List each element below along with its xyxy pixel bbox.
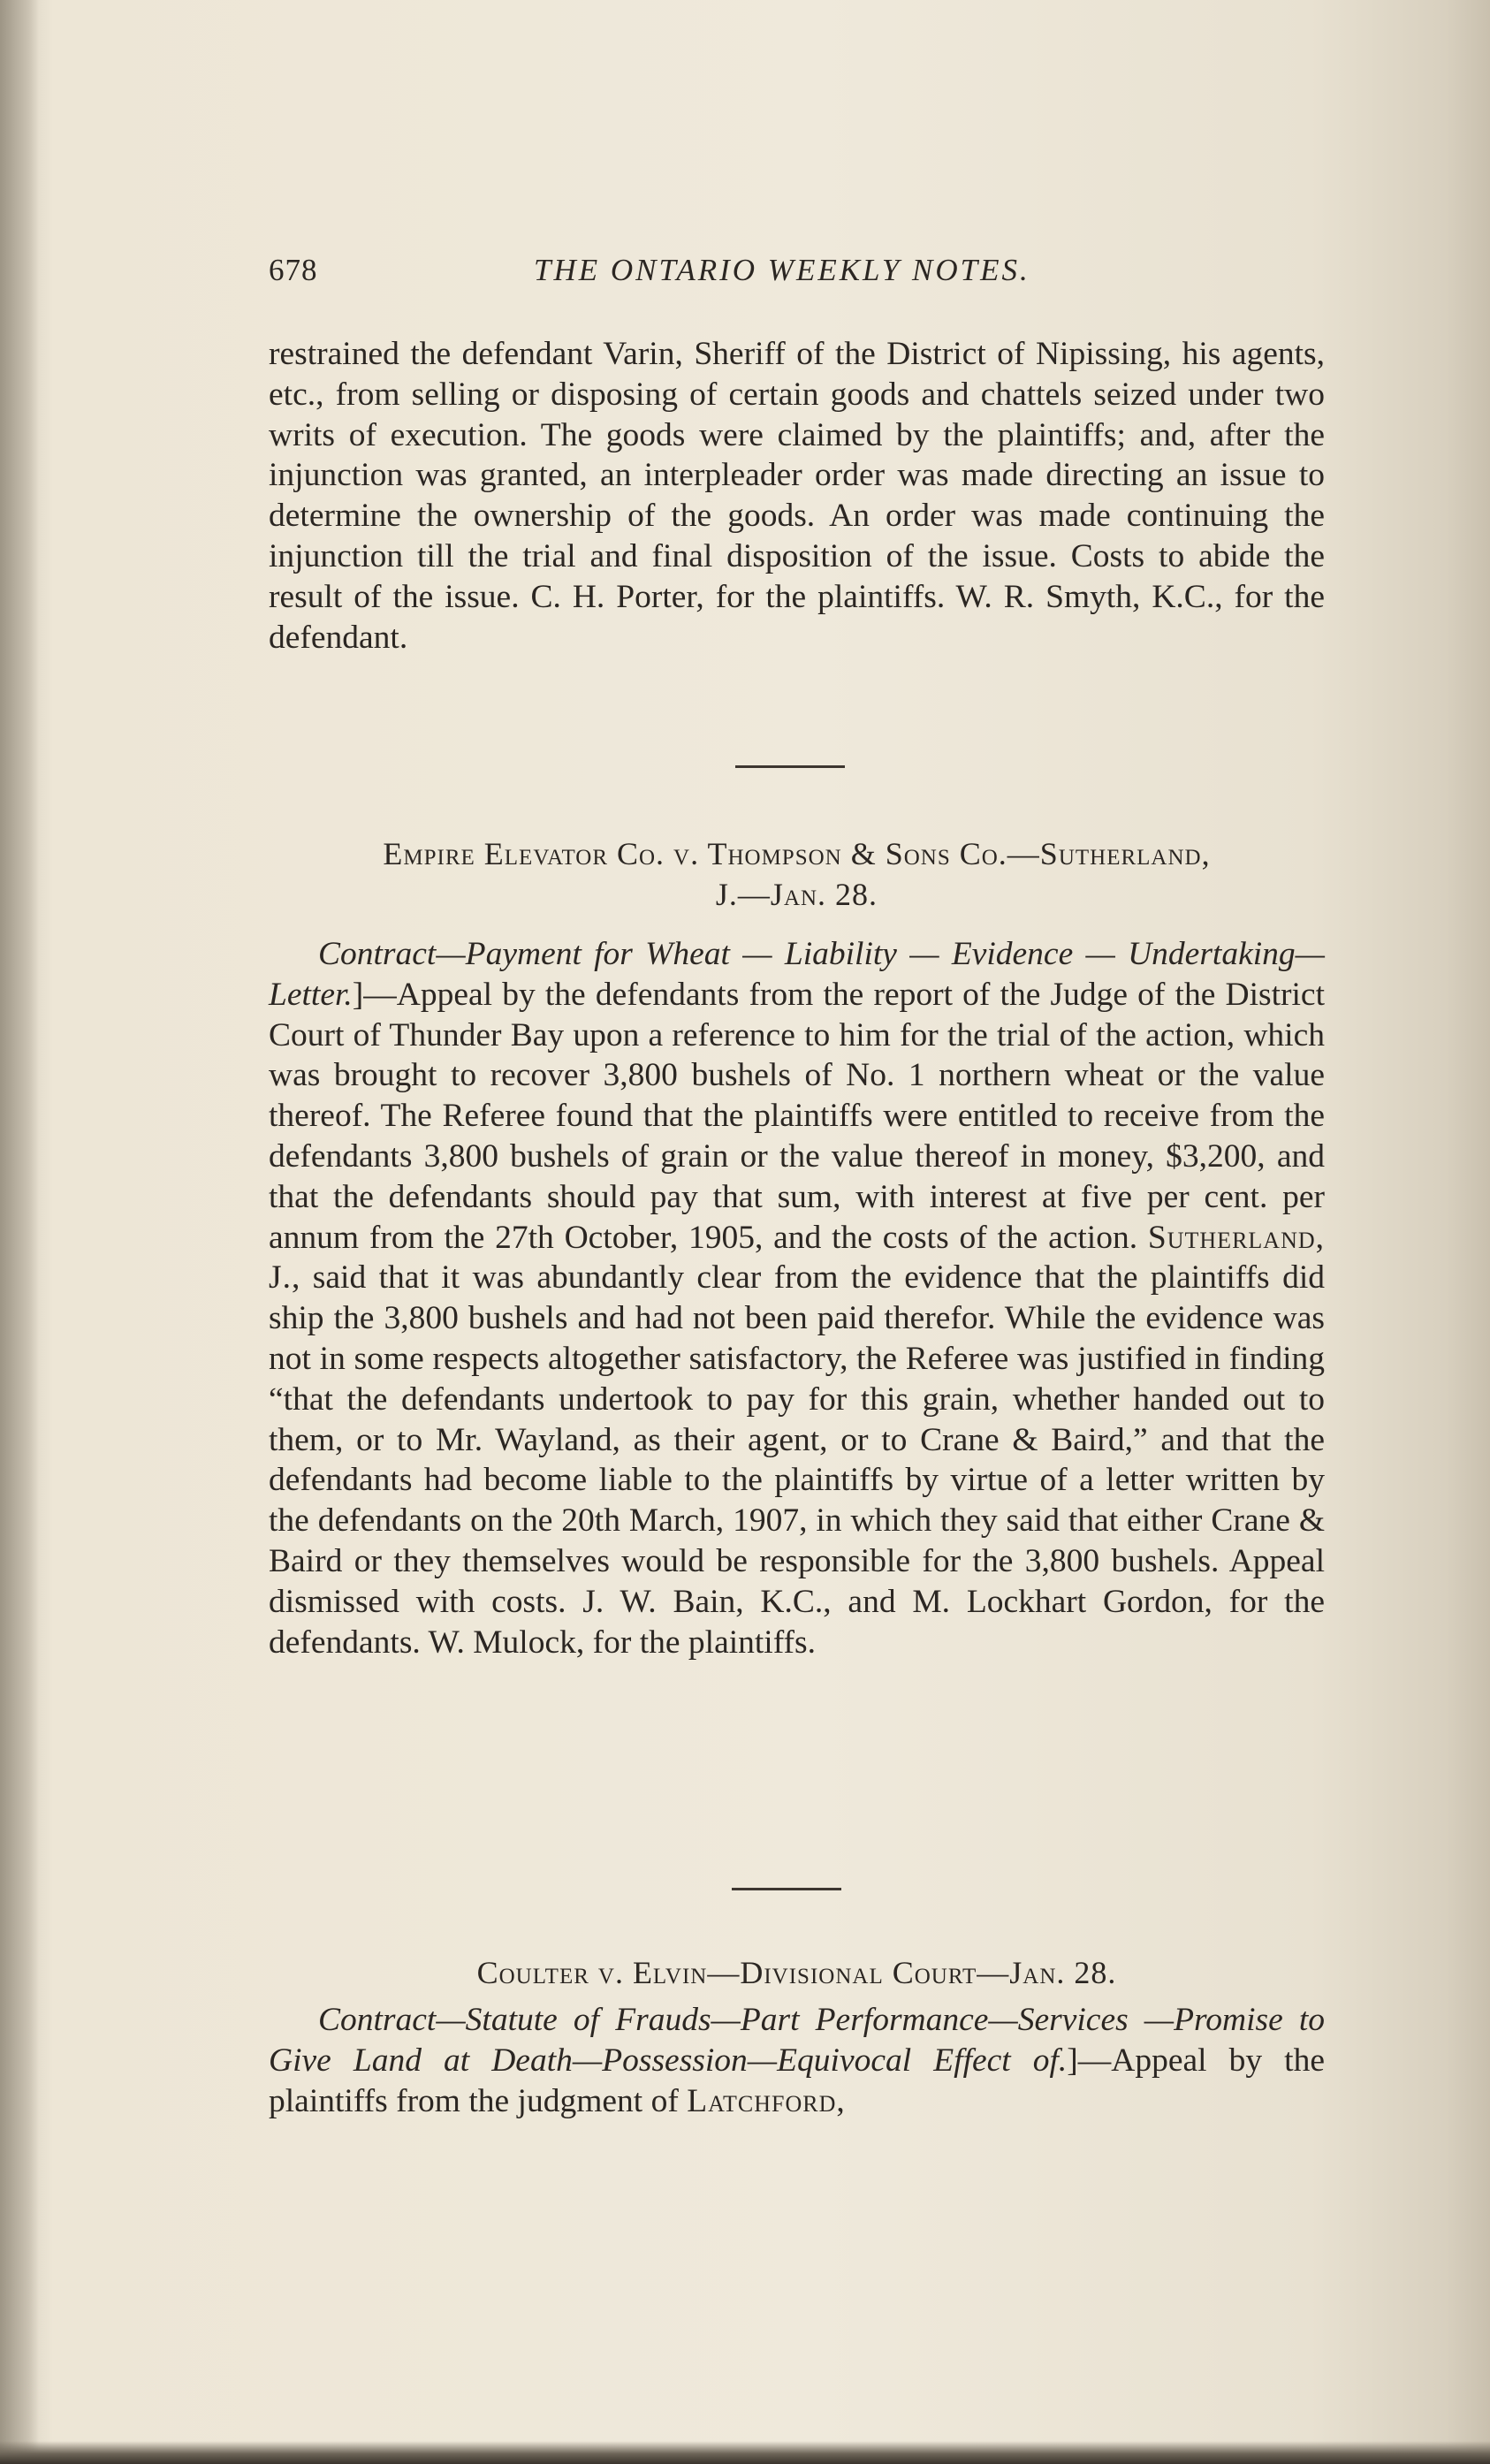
running-head [269,253,1325,297]
case-title-empire-elevator [269,833,1325,915]
page-number: 678 [269,253,318,287]
headnote: Contract—Statute of Frauds—Part Performance—Services —Promise to Give Land at Death—Possession—Equivocal Effect of. [269,2002,1325,2079]
page-binding-shadow [0,0,39,2464]
case-title-line-1: Empire Elevator Co. v. Thompson & Sons Co.—Sutherland, [383,836,1211,871]
judge-name: Latchford, [687,2082,846,2119]
case-title-line-2: J.—Jan. 28. [715,877,878,912]
page-bottom-shadow [0,2441,1490,2464]
case-report-coulter [269,2000,1325,2121]
continuation-text: restrained the defendant Varin, Sheriff of the District of Nipissing, his agents, etc., from selling or disposing of certain goods and chattels seized under two writs of execution. The goods were claimed by the plaintiffs; and, after the injunction was granted, an interpleader order was made directing an issue to determine the ownership of the goods. An order was made continuing the injunction till the trial and final disposition of the issue. Costs to abide the result of the issue. C. H. Porter, for the plaintiffs. W. R. Smyth, K.C., for the defendant. [269,336,1325,656]
report-body-part-1: ]—Appeal by the defendants from the report of the Judge of the District Court of Thunder Bay upon a reference to him for the trial of the action, which was brought to recover 3,800 bushels of No. 1 northern wheat or the value thereof. The Referee found that the plaintiffs were entitled to receive from the defendants 3,800 bushels of grain or the value thereof in money, $3,200, and that the defendants should pay that sum, with interest at five per cent. per annum from the 27th October, 1905, and the costs of the action. [269,976,1325,1256]
headnote: Contract—Payment for Wheat — Liability — Evidence — Undertaking—Letter. [269,936,1325,1013]
report-body-part-2: , said that it was abundantly clear from the evidence that the plaintiffs did ship the 3,800 bushels and had not been paid therefor. While the evidence was not in some respects altogether satisfactory, the Referee was justified in finding “that the defendants undertook to pay for this grain, whether handed out to them, or to Mr. Wayland, as their agent, or to Crane & Baird,” and that the defendants had become liable to the plaintiffs by virtue of a letter written by the defendants on the 20th March, 1907, in which they said that either Crane & Baird or they themselves would be responsible for the 3,800 bushels. Appeal dismissed with costs. J. W. Bain, K.C., and M. Lockhart Gordon, for the defendants. W. Mulock, for the plaintiffs. [269,1259,1325,1661]
section-rule-1 [735,765,845,768]
continuation-paragraph [269,334,1325,658]
report-body: ]—Appeal by the plaintiffs from the judgment of [269,2042,1325,2119]
case-title-coulter: Coulter v. Elvin—Divisional Court—Jan. 28. [476,1955,1117,1990]
case-report-empire-elevator [269,934,1325,1662]
section-rule-2 [732,1888,841,1890]
journal-title: THE ONTARIO WEEKLY NOTES. [534,253,1030,287]
case-report-paragraph [269,2000,1325,2121]
judge-name: Sutherland, J. [269,1219,1325,1297]
case-report-paragraph [269,934,1325,1662]
